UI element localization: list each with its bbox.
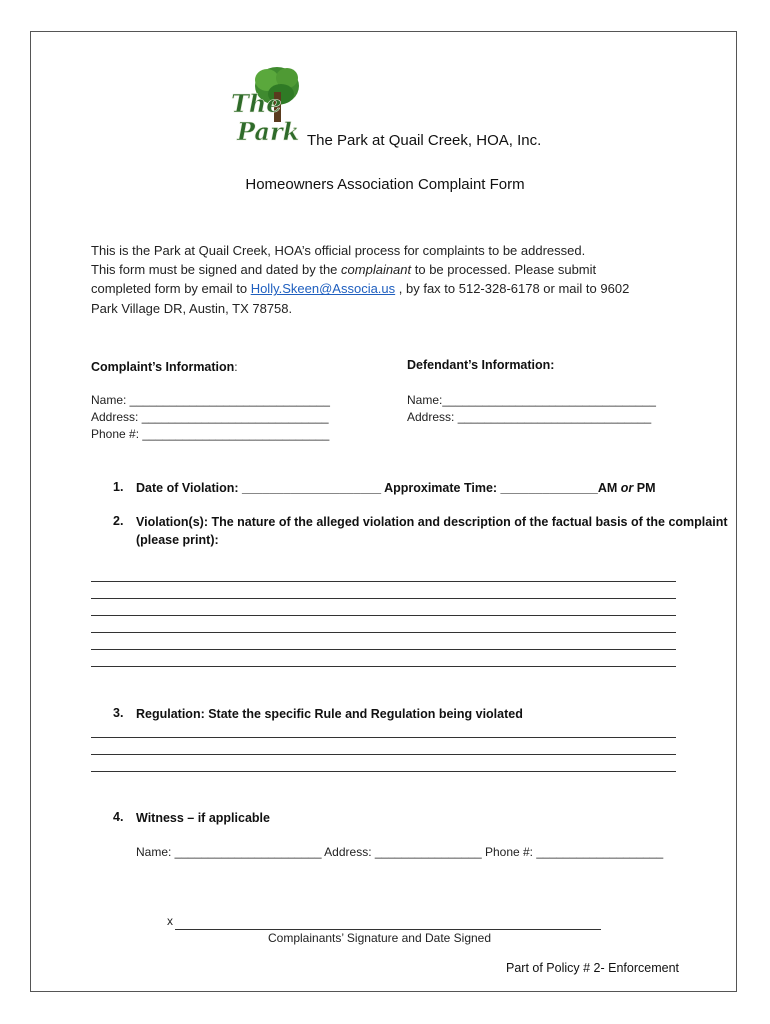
org-name: The Park at Quail Creek, HOA, Inc.: [307, 132, 542, 149]
defendant-name-field[interactable]: Name:________________________________: [407, 393, 656, 407]
violation-line-1[interactable]: [91, 581, 676, 582]
violation-line-2[interactable]: [91, 598, 676, 599]
violation-line-3[interactable]: [91, 615, 676, 616]
complainant-heading: Complaint’s Information:: [91, 360, 238, 374]
regulation-line-1[interactable]: [91, 737, 676, 738]
form-title: Homeowners Association Complaint Form: [245, 176, 525, 193]
violation-line-5[interactable]: [91, 649, 676, 650]
footer-policy: Part of Policy # 2- Enforcement: [506, 961, 679, 975]
complainant-phone-field[interactable]: Phone #: ____________________________: [91, 427, 330, 441]
complainant-address-field[interactable]: Address: ____________________________: [91, 410, 329, 424]
intro-line-4: Park Village DR, Austin, TX 78758.: [91, 300, 293, 316]
q1-line: Date of Violation: ____________________ Approximate Time: ______________AM or PM: [136, 481, 656, 495]
defendant-heading: Defendant’s Information:: [407, 358, 555, 372]
witness-fields[interactable]: Name: ______________________ Address: ________________ Phone #: ___________________: [136, 845, 664, 859]
email-link[interactable]: Holly.Skeen@Associa.us: [250, 281, 396, 297]
regulation-line-2[interactable]: [91, 754, 676, 755]
q3-number: 3.: [113, 706, 124, 720]
date-of-violation-field[interactable]: Date of Violation: ____________________: [136, 481, 382, 495]
the-park-logo: [229, 64, 309, 146]
q4-number: 4.: [113, 810, 124, 824]
defendant-fields: [407, 392, 656, 426]
q4-text: Witness – if applicable: [136, 811, 270, 825]
complainant-name-field[interactable]: Name: ______________________________: [91, 393, 330, 407]
q2-number: 2.: [113, 514, 124, 528]
violation-line-4[interactable]: [91, 632, 676, 633]
svg-text:The: The: [231, 89, 282, 118]
signature-caption: Complainants’ Signature and Date Signed: [268, 931, 492, 945]
violation-line-6[interactable]: [91, 666, 676, 667]
intro-line-3: completed form by email to Holly.Skeen@Associa.us , by fax to 512-328-6178 or mail to 9602: [91, 281, 630, 297]
svg-text:Park: Park: [237, 117, 300, 146]
signature-x: x: [167, 914, 173, 928]
q3-text: Regulation: State the specific Rule and Regulation being violated: [136, 707, 523, 721]
signature-line[interactable]: [175, 929, 601, 930]
complainant-fields: [91, 392, 330, 443]
regulation-line-3[interactable]: [91, 771, 676, 772]
intro-line-2: This form must be signed and dated by the complainant to be processed. Please submit: [91, 262, 597, 278]
intro-line-1: This is the Park at Quail Creek, HOA’s official process for complaints to be addressed.: [91, 243, 586, 258]
intro-paragraph: [91, 241, 629, 318]
q1-number: 1.: [113, 480, 124, 494]
approximate-time-field[interactable]: Approximate Time: ______________AM: [384, 481, 618, 495]
defendant-address-field[interactable]: Address: _____________________________: [407, 410, 652, 424]
q2-text: Violation(s): The nature of the alleged violation and description of the factual basis of the complaint (please print):: [136, 515, 728, 547]
